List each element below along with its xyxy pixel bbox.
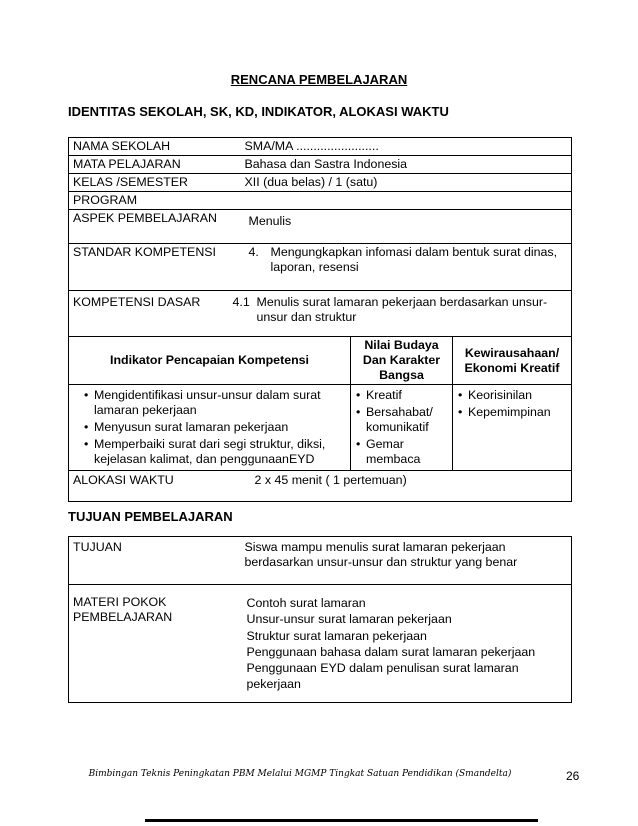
mapel-label: MATA PELAJARAN (69, 156, 225, 174)
table-row (69, 291, 572, 337)
nilai-list (355, 388, 448, 467)
kelas-label: KELAS /SEMESTER (69, 174, 225, 192)
kd-value: Menulis surat lamaran pekerjaan berdasarkan unsur-unsur dan struktur (256, 295, 548, 324)
alokasi-label: ALOKASI WAKTU (69, 471, 225, 502)
footer-divider (145, 819, 538, 822)
list-item: • Mengidentifikasi unsur-unsur dalam surat lamaran pekerjaan (83, 388, 346, 418)
kd-cell (225, 291, 572, 337)
tujuan-label: TUJUAN (69, 537, 239, 585)
list-item: • Kreatif (355, 388, 448, 403)
sk-number: 4. (248, 245, 259, 259)
list-item: • Gemar membaca (355, 437, 448, 467)
list-item: • Bersahabat/ komunikatif (355, 405, 448, 435)
list-item: Struktur surat lamaran pekerjaan (246, 628, 427, 643)
mapel-value: Bahasa dan Sastra Indonesia (225, 156, 572, 174)
sk-label: STANDAR KOMPETENSI (69, 244, 225, 291)
table-row (69, 174, 572, 192)
kewira-header: Kewirausahaan/ Ekonomi Kreatif (453, 337, 572, 385)
kewira-list-cell (453, 385, 572, 471)
alokasi-value: 2 x 45 menit ( 1 pertemuan) (225, 471, 572, 502)
indikator-header: Indikator Pencapaian Kompetensi (69, 337, 351, 385)
table-row (69, 192, 572, 210)
tujuan-value: Siswa mampu menulis surat lamaran pekerjaan berdasarkan unsur-unsur dan struktur yang benar (239, 537, 572, 585)
footer-text: Bimbingan Teknis Peningkatan PBM Melalui MGMP Tingkat Satuan Pendidikan (Smandelta) (88, 769, 512, 779)
list-item: • Menyusun surat lamaran pekerjaan (83, 420, 346, 435)
list-item: • Kepemimpinan (457, 405, 567, 420)
sk-value: Mengungkapkan infomasi dalam bentuk surat dinas, laporan, resensi (270, 245, 558, 274)
list-item: Contoh surat lamaran (246, 596, 366, 610)
kelas-value: XII (dua belas) / 1 (satu) (225, 174, 572, 192)
program-value (225, 192, 572, 210)
page-number: 26 (566, 769, 580, 783)
sk-cell (225, 244, 572, 291)
tujuan-heading: TUJUAN PEMBELAJARAN (68, 509, 233, 524)
page-title: RENCANA PEMBELAJARAN (230, 72, 408, 87)
list-item: Penggunaan bahasa dalam surat lamaran pekerjaan (246, 644, 536, 659)
list-item: Penggunaan EYD dalam penulisan surat lamaran pekerjaan (246, 661, 519, 692)
table-row (69, 156, 572, 174)
materi-list (239, 585, 572, 703)
kewira-list (457, 388, 567, 420)
list-item: • Keorisinilan (457, 388, 567, 403)
table-row (69, 337, 572, 385)
table-row (69, 244, 572, 291)
identity-heading: IDENTITAS SEKOLAH, SK, KD, INDIKATOR, ALOKASI WAKTU (68, 104, 449, 119)
identity-table (68, 137, 572, 502)
list-item: Unsur-unsur surat lamaran pekerjaan (246, 612, 452, 627)
table-row (69, 471, 572, 502)
table-row (69, 537, 572, 585)
table-row (69, 585, 572, 703)
nama-sekolah-value: SMA/MA ........................ (225, 138, 572, 156)
table-row (69, 385, 572, 471)
nilai-list-cell (351, 385, 453, 471)
kd-label: KOMPETENSI DASAR (69, 291, 225, 337)
nilai-header: Nilai Budaya Dan Karakter Bangsa (351, 337, 453, 385)
kd-number: 4.1 (232, 295, 250, 309)
materi-label: MATERI POKOK PEMBELAJARAN (69, 585, 239, 703)
table-row (69, 138, 572, 156)
program-label: PROGRAM (69, 192, 225, 210)
nama-sekolah-label: NAMA SEKOLAH (69, 138, 225, 156)
aspek-label: ASPEK PEMBELAJARAN (69, 210, 225, 244)
indikator-list-cell (69, 385, 351, 471)
table-row (69, 210, 572, 244)
list-item: • Memperbaiki surat dari segi struktur, diksi, kejelasan kalimat, dan penggunaanEYD (83, 437, 346, 467)
indikator-list (83, 388, 346, 467)
aspek-value: Menulis (225, 210, 572, 244)
tujuan-table (68, 536, 572, 703)
